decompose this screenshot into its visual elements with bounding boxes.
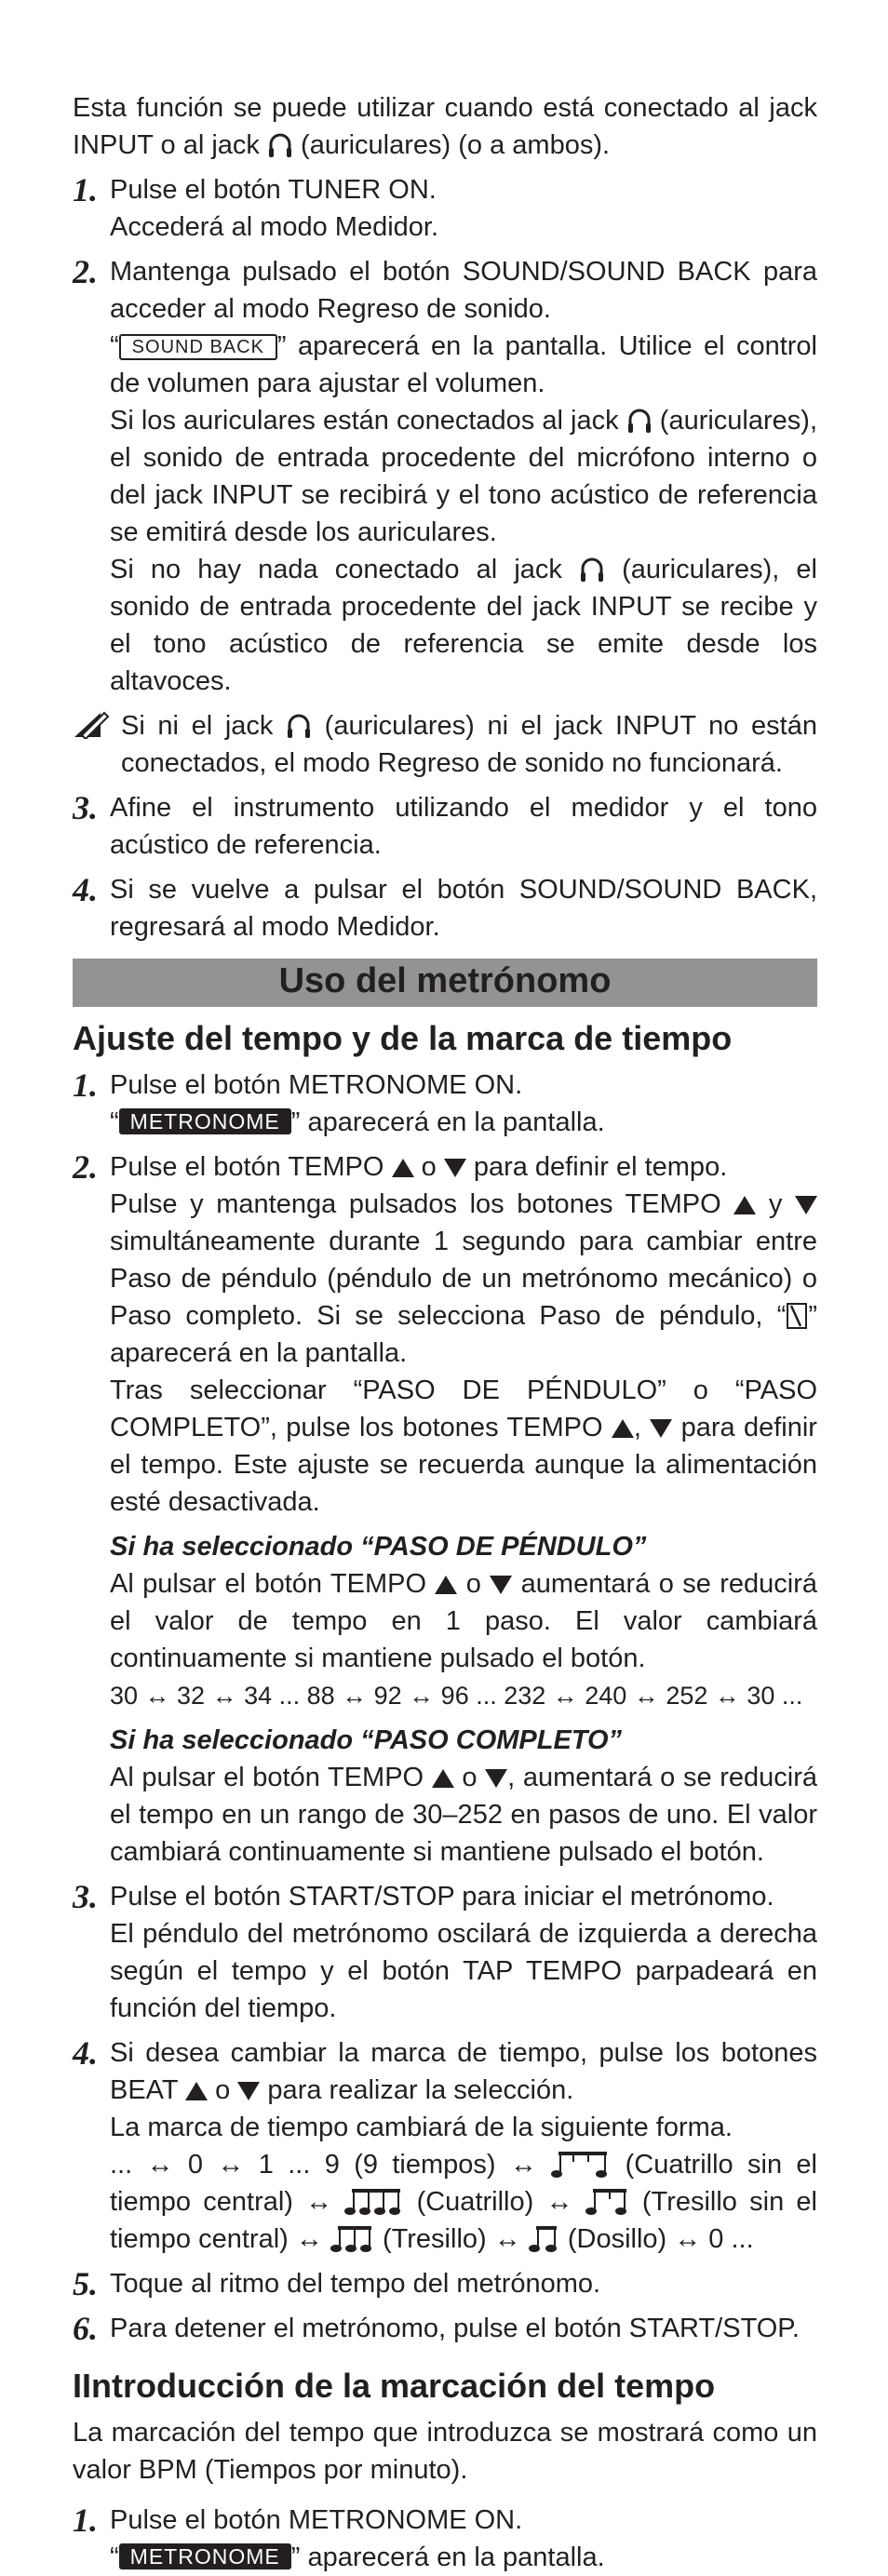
headphones-icon <box>267 131 293 159</box>
step-5-play <box>73 2265 817 2302</box>
step-4-return <box>73 871 817 946</box>
triangle-down-icon <box>650 1419 672 1438</box>
quadruplet-no-center-icon <box>551 2149 611 2179</box>
step-text: “ METRONOME ” aparecerá en la pantalla. <box>110 2542 605 2572</box>
step-text: Pulse el botón METRONOME ON. <box>110 1070 523 1100</box>
subheading-pendulum: Si ha seleccionado “PASO DE PÉNDULO” <box>110 1532 647 1562</box>
step-text: Si los auriculares están conectados al jack (auriculares), el sonido de entrada procedente del micrófono interno o del jack INPUT se recibirá y el tono acústico de referencia se emitirá desde los auriculares. <box>110 406 817 547</box>
pendulum-icon <box>786 1302 808 1330</box>
triplet-no-center-icon <box>585 2186 630 2216</box>
step-number: 4. <box>73 2034 98 2072</box>
triangle-down-icon <box>485 1769 507 1788</box>
step-number: 2. <box>73 253 98 290</box>
step-number: 4. <box>73 871 98 908</box>
step-number: 5. <box>73 2265 98 2302</box>
step-text: Pulse el botón TEMPO o para definir el tempo. <box>110 1152 728 1182</box>
beat-sequence: ... ↔ 0 ↔ 1 ... 9 (9 tiempos) ↔ (Cuatrillo sin el tiempo central) ↔ (Cuatrillo) ↔ (Tresillo sin el tiempo central) ↔ (Tresillo) ↔ (Dosillo) ↔ 0 ... <box>110 2150 817 2254</box>
duplet-icon <box>529 2223 560 2253</box>
step-text: Pulse el botón START/STOP para iniciar el metrónomo. <box>110 1882 774 1912</box>
step-number: 2. <box>73 1148 98 1186</box>
step-number: 3. <box>73 1878 98 1915</box>
intro-paragraph: Esta función se puede utilizar cuando está conectado al jack INPUT o al jack (auriculares) (o a ambos). <box>73 93 817 160</box>
triangle-up-icon <box>435 1576 457 1594</box>
step-text: Pulse el botón TUNER ON. <box>110 175 437 205</box>
step-text: Pulse el botón METRONOME ON. <box>110 2505 523 2535</box>
manual-page <box>73 89 817 2576</box>
headphones-icon <box>286 712 312 740</box>
step-1-metronome-on <box>73 2502 817 2576</box>
intro-paragraph: La marcación del tempo que introduzca se mostrará como un valor BPM (Tiempos por minuto). <box>73 2418 817 2485</box>
step-text: Al pulsar el botón TEMPO o , aumentará o se reducirá el tempo en un rango de 30–252 en pasos de uno. El valor cambiará continuamente si mantiene pulsado el botón. <box>110 1763 817 1867</box>
step-text: Si se vuelve a pulsar el botón SOUND/SOUND BACK, regresará al modo Medidor. <box>110 875 817 942</box>
triangle-down-icon <box>444 1159 466 1177</box>
step-text: Tras seleccionar “PASO DE PÉNDULO” o “PASO COMPLETO”, pulse los botones TEMPO , para definir el tempo. Este ajuste se recuerda aunque la alimentación esté desactivada. <box>110 1375 817 1517</box>
step-text: Pulse y mantenga pulsados los botones TEMPO y simultáneamente durante 1 segundo para cambiar entre Paso de péndulo (péndulo de un metrónomo mecánico) o Paso completo. Si se selecciona Paso de péndulo, “ ” aparecerá en la pantalla. <box>110 1189 817 1368</box>
section-banner: Uso del metrónomo <box>73 959 817 1007</box>
step-number: 1. <box>73 1067 98 1104</box>
section-heading: IIntroducción de la marcación del tempo <box>73 2367 716 2405</box>
headphones-icon <box>579 556 605 584</box>
step-text: Si no hay nada conectado al jack (auriculares), el sonido de entrada procedente del jack INPUT se recibe y el tono acústico de referencia se emite desde los altavoces. <box>110 555 817 696</box>
triangle-up-icon <box>733 1196 756 1214</box>
step-2-tempo <box>73 1148 817 1871</box>
step-6-stop <box>73 2310 817 2347</box>
step-text: El péndulo del metrónomo oscilará de izquierda a derecha según el tempo y el botón TAP TEMPO parpadeará en función del tiempo. <box>110 1919 817 2023</box>
step-text: Si desea cambiar la marca de tiempo, pulse los botones BEAT o para realizar la selección. <box>110 2038 817 2105</box>
step-3-tune <box>73 789 817 864</box>
step-text: “ SOUND BACK ” aparecerá en la pantalla. Utilice el control de volumen para ajustar el volumen. <box>110 331 817 398</box>
subheading-full-step: Si ha seleccionado “PASO COMPLETO” <box>110 1725 623 1755</box>
note-sound-back <box>73 707 817 782</box>
step-text: Para detener el metrónomo, pulse el botón START/STOP. <box>110 2314 800 2343</box>
step-text: Accederá al modo Medidor. <box>110 212 439 242</box>
step-text: Toque al ritmo del tempo del metrónomo. <box>110 2269 601 2299</box>
triangle-down-icon <box>237 2082 260 2100</box>
step-1-tuner <box>73 171 817 246</box>
triangle-up-icon <box>185 2082 208 2100</box>
triangle-down-icon <box>795 1196 817 1214</box>
triangle-up-icon <box>612 1419 634 1438</box>
step-number: 1. <box>73 171 98 208</box>
step-2-sound-back <box>73 253 817 700</box>
note-text: Si ni el jack (auriculares) ni el jack INPUT no están conectados, el modo Regreso de sonido no funcionará. <box>121 711 817 778</box>
metronome-display-badge: METRONOME <box>119 1108 291 1134</box>
section-heading: Ajuste del tempo y de la marca de tiempo <box>73 1019 733 1057</box>
triangle-up-icon <box>432 1769 454 1788</box>
triangle-up-icon <box>392 1159 414 1177</box>
triangle-down-icon <box>490 1576 512 1594</box>
step-number: 6. <box>73 2310 98 2347</box>
step-3-start <box>73 1878 817 2027</box>
quadruplet-icon <box>344 2186 404 2216</box>
step-1-metronome-on <box>73 1067 817 1141</box>
headphones-icon <box>626 407 653 435</box>
metronome-display-badge: METRONOME <box>119 2543 291 2569</box>
note-pencil-icon <box>73 709 110 739</box>
tempo-sequence: 30 ↔ 32 ↔ 34 ... 88 ↔ 92 ↔ 96 ... 232 ↔ 240 ↔ 252 ↔ 30 ... <box>110 1682 803 1710</box>
step-text: Afine el instrumento utilizando el medidor y el tono acústico de referencia. <box>110 793 817 860</box>
step-text: “ METRONOME ” aparecerá en la pantalla. <box>110 1107 605 1137</box>
step-text: La marca de tiempo cambiará de la siguiente forma. <box>110 2113 733 2142</box>
step-text: Al pulsar el botón TEMPO o aumentará o se reducirá el valor de tempo en 1 paso. El valor cambiará continuamente si mantiene pulsado el botón. <box>110 1569 817 1673</box>
step-4-beat <box>73 2034 817 2258</box>
step-number: 3. <box>73 789 98 826</box>
sound-back-display-badge: SOUND BACK <box>119 334 277 360</box>
step-number: 1. <box>73 2502 98 2539</box>
step-text: Mantenga pulsado el botón SOUND/SOUND BACK para acceder al modo Regreso de sonido. <box>110 257 817 324</box>
triplet-icon <box>330 2223 375 2253</box>
